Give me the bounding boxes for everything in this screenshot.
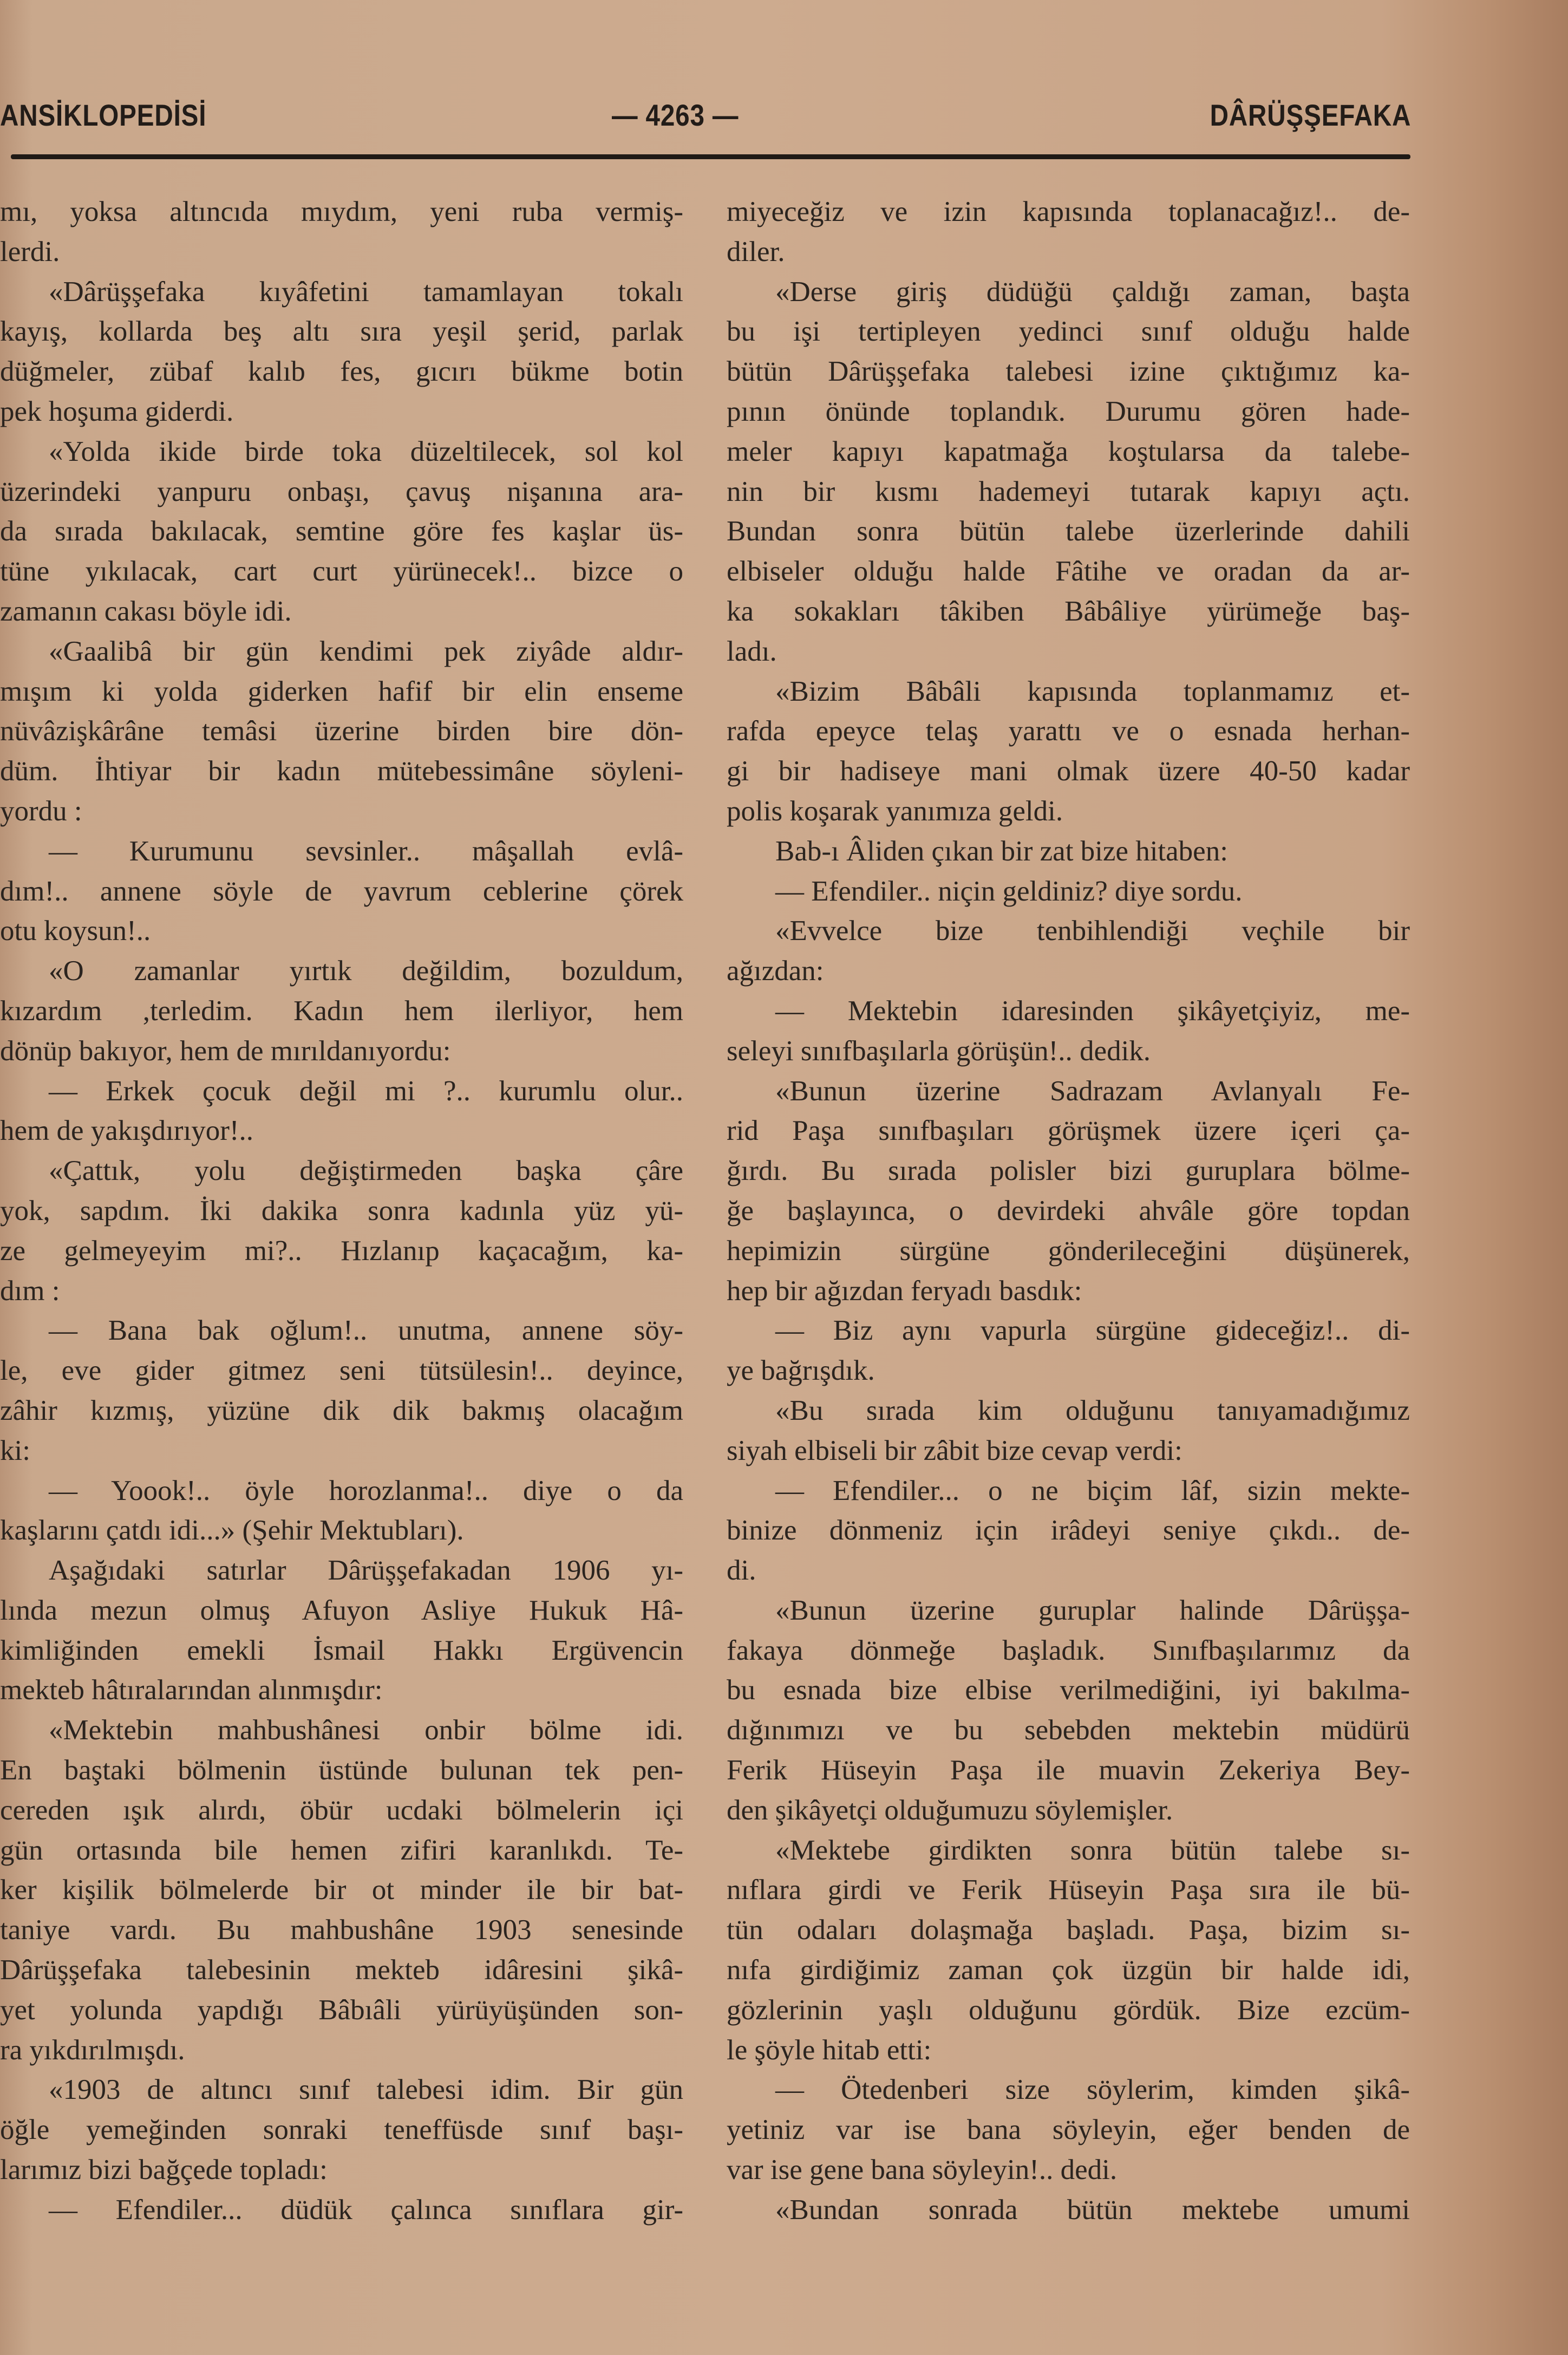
- text-line: nıfa girdiğimiz zaman çok üzgün bir halde idi,: [727, 1954, 1410, 1986]
- text-line: diler.: [727, 236, 785, 268]
- text-line: ka sokakları tâkiben Bâbâliye yürümeğe baş-: [727, 595, 1410, 627]
- text-line: hep bir ağızdan feryadı basdık:: [727, 1275, 1082, 1307]
- text-line: Dârüşşefaka talebesinin mekteb idâresini şikâ-: [0, 1954, 683, 1986]
- text-line: pek hoşuma giderdi.: [0, 395, 234, 427]
- text-line: rid Paşa sınıfbaşıları görüşmek üzere içeri ça-: [727, 1115, 1410, 1147]
- text-line: — Biz aynı vapurla sürgüne gideceğiz!.. di-: [775, 1315, 1410, 1347]
- running-header-right: DÂRÜŞŞEFAKA: [1210, 98, 1411, 132]
- text-line: larımız bizi bağçede topladı:: [0, 2154, 328, 2186]
- text-line: lerdi.: [0, 236, 60, 268]
- text-line: «Bu sırada kim olduğunu tanıyamadığımız: [775, 1394, 1410, 1426]
- text-line: da sırada bakılacak, semtine göre fes kaşlar üs-: [0, 516, 683, 547]
- text-line: — Efendiler... düdük çalınca sınıflara gir-: [49, 2194, 683, 2226]
- text-line: nıflara girdi ve Ferik Hüseyin Paşa sıra ile bü-: [727, 1874, 1410, 1906]
- text-line: Bab-ı Âliden çıkan bir zat bize hitaben:: [775, 835, 1228, 867]
- text-line: «Yolda ikide birde toka düzeltilecek, sol kol: [49, 435, 683, 467]
- text-line: bu işi tertipleyen yedinci sınıf olduğu halde: [727, 316, 1410, 348]
- text-line: ker kişilik bölmelerde bir ot minder ile bir bat-: [0, 1874, 683, 1906]
- text-line: di.: [727, 1555, 756, 1587]
- running-header-left: ANSİKLOPEDİSİ: [0, 98, 207, 132]
- text-line: gözlerinin yaşlı olduğunu gördük. Bize ezcüm-: [727, 1994, 1410, 2026]
- text-line: hem de yakışdırıyor!..: [0, 1115, 254, 1147]
- text-line: kızardım ,terledim. Kadın hem ilerliyor, hem: [0, 995, 683, 1027]
- text-line: tüne yıkılacak, cart curt yürünecek!.. bizce o: [0, 556, 683, 588]
- text-line: bütün Dârüşşefaka talebesi izine çıktığımız ka-: [727, 356, 1410, 388]
- text-line: binize dönmeniz için irâdeyi seniye çıkdı.. de-: [727, 1515, 1410, 1547]
- text-line: gün ortasında bile hemen zifiri karanlıkdı. Te-: [0, 1834, 683, 1866]
- text-line: dım :: [0, 1275, 60, 1307]
- text-line: «Bundan sonrada bütün mektebe umumi: [775, 2194, 1410, 2226]
- text-line: «Bunun üzerine Sadrazam Avlanyalı Fe-: [775, 1075, 1410, 1107]
- text-line: ra yıkdırılmışdı.: [0, 2034, 185, 2066]
- text-line: düm. İhtiyar bir kadın mütebessimâne söyleni-: [0, 755, 683, 787]
- text-line: bu esnada bize elbise verilmediğini, iyi bakılma-: [727, 1674, 1410, 1706]
- text-line: fakaya dönmeğe başladık. Sınıfbaşılarımız da: [727, 1634, 1410, 1666]
- text-line: mekteb hâtıralarından alınmışdır:: [0, 1674, 383, 1706]
- right-column: [727, 192, 1410, 2230]
- text-line: gi bir hadiseye mani olmak üzere 40-50 kadar: [727, 755, 1410, 787]
- text-line: «Dârüşşefaka kıyâfetini tamamlayan tokalı: [49, 276, 683, 308]
- text-line: Bundan sonra bütün talebe üzerlerinde dahili: [727, 516, 1410, 547]
- text-line: En baştaki bölmenin üstünde bulunan tek pen-: [0, 1754, 683, 1786]
- text-line: zamanın cakası böyle idi.: [0, 595, 292, 627]
- text-line: «Çattık, yolu değiştirmeden başka çâre: [49, 1155, 683, 1187]
- text-line: otu koysun!..: [0, 915, 151, 947]
- text-line: zâhir kızmış, yüzüne dik dik bakmış olacağım: [0, 1394, 683, 1426]
- text-line: «1903 de altıncı sınıf talebesi idim. Bir gün: [49, 2074, 683, 2106]
- text-line: kaşlarını çatdı idi...» (Şehir Mektubları).: [0, 1515, 464, 1547]
- text-line: lında mezun olmuş Afuyon Asliye Hukuk Hâ-: [0, 1594, 683, 1626]
- text-line: mı, yoksa altıncıda mıydım, yeni ruba vermiş-: [0, 196, 683, 227]
- text-line: öğle yemeğinden sonraki teneffüsde sınıf başı-: [0, 2114, 683, 2146]
- text-line: yok, sapdım. İki dakika sonra kadınla yüz yü-: [0, 1195, 683, 1227]
- text-line: «O zamanlar yırtık değildim, bozuldum,: [49, 955, 683, 987]
- text-line: dönüp bakıyor, hem de mırıldanıyordu:: [0, 1035, 451, 1067]
- text-line: «Mektebe girdikten sonra bütün talebe sı-: [775, 1834, 1410, 1866]
- text-line: hepimizin sürgüne gönderileceğini düşünerek,: [727, 1235, 1410, 1267]
- text-line: kimliğinden emekli İsmail Hakkı Ergüvencin: [0, 1634, 683, 1666]
- text-line: yordu :: [0, 795, 82, 827]
- text-line: — Ötedenberi size söylerim, kimden şikâ-: [775, 2074, 1410, 2106]
- header-rule: [11, 154, 1410, 159]
- text-line: — Mektebin idaresinden şikâyetçiyiz, me-: [775, 995, 1410, 1027]
- text-line: seleyi sınıfbaşılarla görüşün!.. dedik.: [727, 1035, 1151, 1067]
- text-line: ğe başlayınca, o devirdeki ahvâle göre topdan: [727, 1195, 1410, 1227]
- text-line: ağızdan:: [727, 955, 824, 987]
- text-line: «Bizim Bâbâli kapısında toplanmamız et-: [775, 675, 1410, 707]
- text-line: nin bir kısmı hademeyi tutarak kapıyı açtı.: [727, 475, 1410, 507]
- text-line: var ise gene bana söyleyin!.. dedi.: [727, 2154, 1118, 2186]
- text-line: ladı.: [727, 635, 777, 667]
- text-line: «Bunun üzerine guruplar halinde Dârüşşa-: [775, 1594, 1410, 1626]
- text-line: le şöyle hitab etti:: [727, 2034, 932, 2066]
- text-line: «Gaalibâ bir gün kendimi pek ziyâde aldır-: [49, 635, 683, 667]
- left-column: [0, 192, 683, 2230]
- text-line: ki:: [0, 1434, 30, 1466]
- text-line: ye bağrışdık.: [727, 1355, 875, 1387]
- text-line: — Efendiler... o ne biçim lâf, sizin mekte-: [775, 1475, 1410, 1506]
- text-line: Ferik Hüseyin Paşa ile muavin Zekeriya Bey-: [727, 1754, 1410, 1786]
- text-line: — Erkek çocuk değil mi ?.. kurumlu olur..: [49, 1075, 683, 1107]
- text-line: tün odaları dolaşmağa başladı. Paşa, bizim sı-: [727, 1914, 1410, 1946]
- text-line: düğmeler, zübaf kalıb fes, gıcırı bükme botin: [0, 356, 683, 388]
- text-line: Aşağıdaki satırlar Dârüşşefakadan 1906 yı-: [49, 1555, 683, 1587]
- text-line: le, eve gider gitmez seni tütsülesin!.. deyince,: [0, 1355, 683, 1387]
- text-line: pının önünde toplandık. Durumu gören hade-: [727, 395, 1410, 427]
- text-line: miyeceğiz ve izin kapısında toplanacağız!.. de-: [727, 196, 1410, 227]
- text-line: meler kapıyı kapatmağa koştularsa da talebe-: [727, 435, 1410, 467]
- text-line: polis koşarak yanımıza geldi.: [727, 795, 1063, 827]
- text-line: taniye vardı. Bu mahbushâne 1903 senesinde: [0, 1914, 683, 1946]
- text-line: dığınımızı ve bu sebebden mektebin müdürü: [727, 1714, 1410, 1746]
- text-line: nüvâzişkârâne temâsi üzerine birden bire dön-: [0, 715, 683, 747]
- text-line: yet yolunda yapdığı Bâbıâli yürüyüşünden son-: [0, 1994, 683, 2026]
- text-line: rafda epeyce telaş yarattı ve o esnada herhan-: [727, 715, 1410, 747]
- text-line: — Yoook!.. öyle horozlanma!.. diye o da: [49, 1475, 683, 1506]
- page-number: — 4263 —: [612, 98, 739, 132]
- text-line: — Kurumunu sevsinler.. mâşallah evlâ-: [49, 835, 683, 867]
- text-line: mışım ki yolda giderken hafif bir elin enseme: [0, 675, 683, 707]
- text-line: kayış, kollarda beş altı sıra yeşil şerid, parlak: [0, 316, 683, 348]
- text-line: ğırdı. Bu sırada polisler bizi guruplara bölme-: [727, 1155, 1410, 1187]
- text-line: — Bana bak oğlum!.. unutma, annene söy-: [49, 1315, 683, 1347]
- text-line: ze gelmeyeyim mi?.. Hızlanıp kaçacağım, ka-: [0, 1235, 683, 1267]
- text-line: — Efendiler.. niçin geldiniz? diye sordu.: [775, 875, 1243, 907]
- text-line: yetiniz var ise bana söyleyin, eğer benden de: [727, 2114, 1410, 2146]
- text-line: elbiseler olduğu halde Fâtihe ve oradan da ar-: [727, 556, 1410, 588]
- text-line: den şikâyetçi olduğumuzu söylemişler.: [727, 1794, 1173, 1826]
- text-line: dım!.. annene söyle de yavrum ceblerine çörek: [0, 875, 683, 907]
- text-line: üzerindeki yanpuru onbaşı, çavuş nişanına ara-: [0, 475, 683, 507]
- text-line: cereden ışık alırdı, öbür ucdaki bölmelerin içi: [0, 1794, 683, 1826]
- text-line: «Mektebin mahbushânesi onbir bölme idi.: [49, 1714, 683, 1746]
- text-line: «Derse giriş düdüğü çaldığı zaman, başta: [775, 276, 1410, 308]
- text-line: siyah elbiseli bir zâbit bize cevap verdi:: [727, 1434, 1182, 1466]
- text-line: «Evvelce bize tenbihlendiği veçhile bir: [775, 915, 1410, 947]
